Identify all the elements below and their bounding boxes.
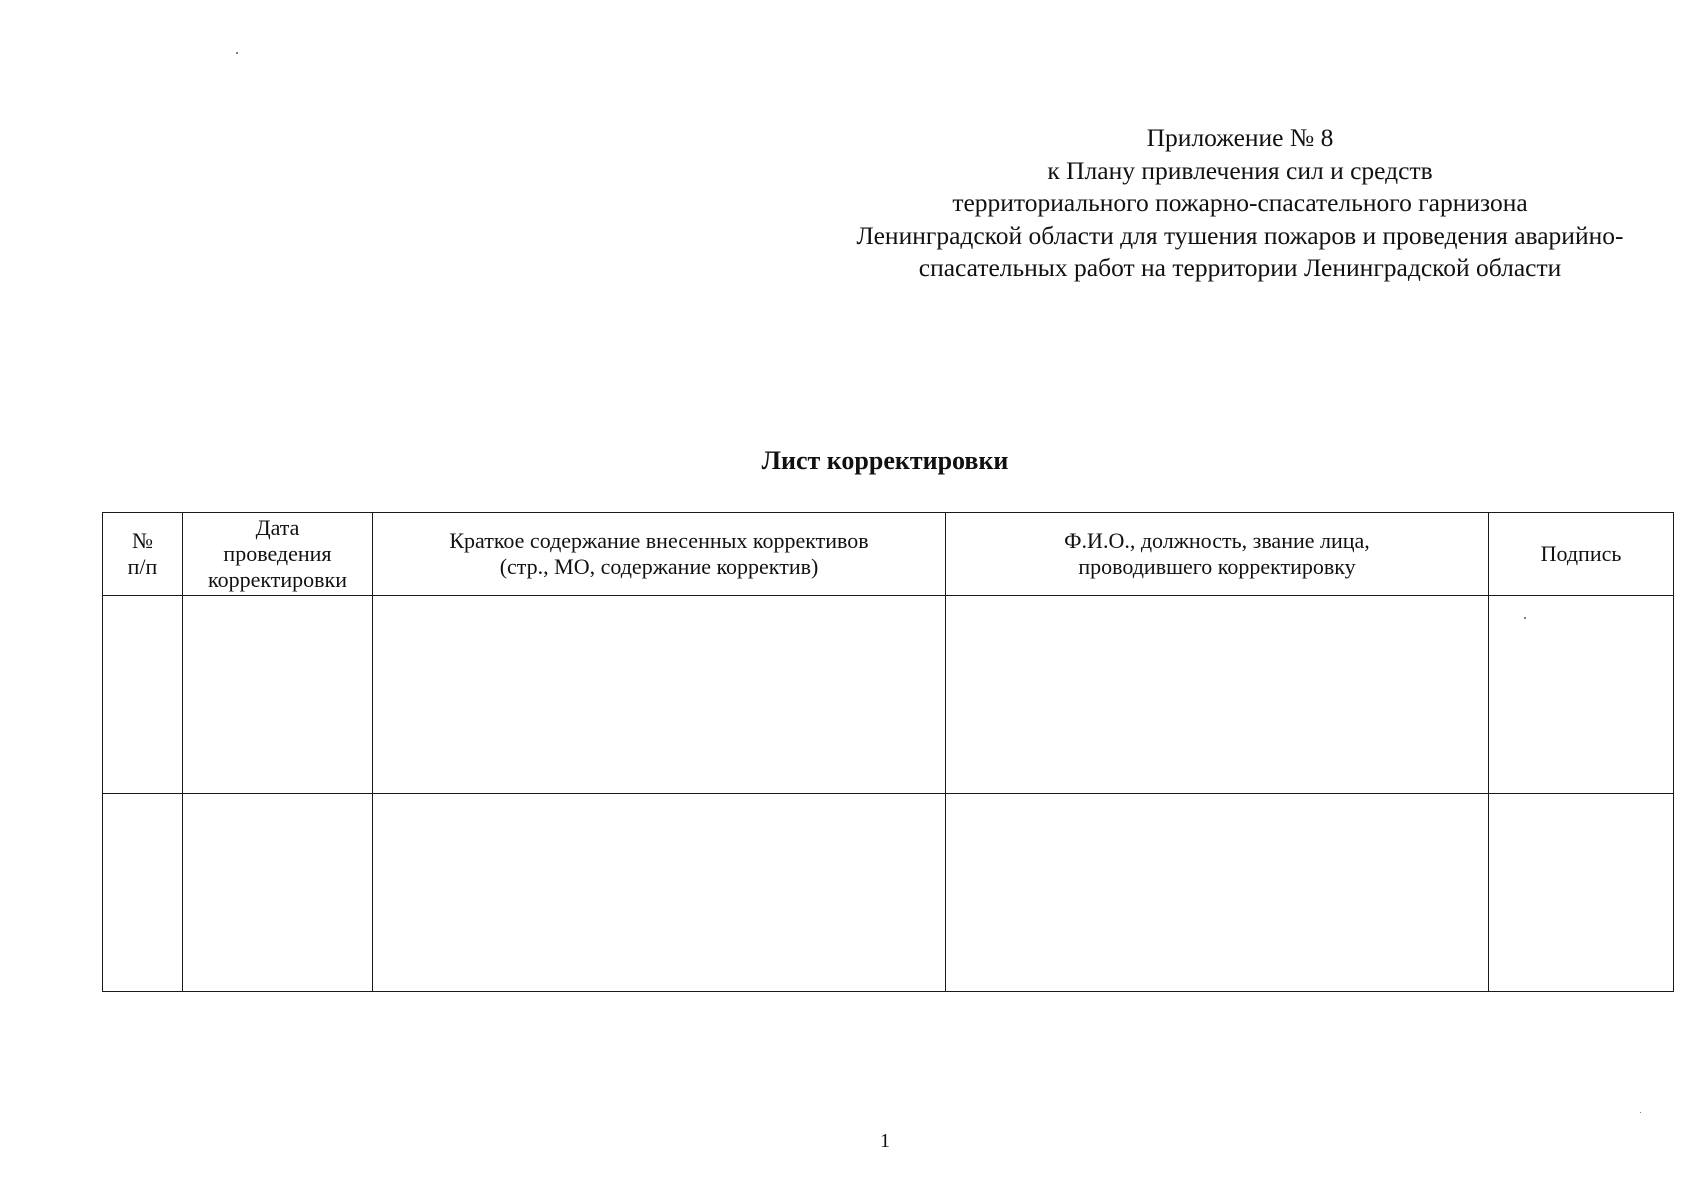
appendix-line: к Плану привлечения сил и средств bbox=[1047, 155, 1433, 185]
table-row bbox=[103, 596, 1674, 794]
header-text: п/п bbox=[127, 554, 158, 579]
header-text: № bbox=[132, 528, 153, 553]
column-header-signature bbox=[1489, 513, 1674, 596]
table-cell bbox=[183, 596, 373, 794]
correction-table bbox=[102, 512, 1674, 992]
table-cell bbox=[373, 794, 946, 992]
column-header-date bbox=[183, 513, 373, 596]
scan-speck bbox=[1524, 617, 1526, 619]
column-header-number bbox=[103, 513, 183, 596]
header-text: проведения bbox=[223, 541, 332, 566]
table-row bbox=[103, 794, 1674, 992]
header-text: проводившего корректировку bbox=[1078, 554, 1356, 579]
table-cell bbox=[373, 596, 946, 794]
appendix-line: Приложение № 8 bbox=[1146, 123, 1334, 152]
table-cell bbox=[1489, 596, 1674, 794]
header-text: Краткое содержание внесенных коррективов bbox=[449, 528, 869, 553]
table-cell bbox=[946, 596, 1489, 794]
appendix-line: спасательных работ на территории Ленинградской области bbox=[918, 253, 1562, 282]
appendix-line: территориального пожарно-спасательного гарнизона bbox=[952, 188, 1528, 217]
header-text: (стр., МО, содержание корректив) bbox=[499, 554, 819, 579]
table-cell bbox=[183, 794, 373, 992]
appendix-line: Ленинградской области для тушения пожаров и проведения аварийно- bbox=[856, 220, 1624, 250]
header-text: Подпись bbox=[1540, 541, 1622, 566]
table-cell bbox=[103, 794, 183, 992]
page-title: Лист корректировки bbox=[761, 446, 1009, 475]
appendix-header bbox=[800, 122, 1680, 285]
table-cell bbox=[946, 794, 1489, 992]
header-text: корректировки bbox=[208, 567, 347, 592]
column-header-summary bbox=[373, 513, 946, 596]
table-cell bbox=[103, 596, 183, 794]
table-cell bbox=[1489, 794, 1674, 992]
scan-speck bbox=[1640, 1112, 1641, 1113]
table-header-row bbox=[103, 513, 1674, 596]
column-header-person bbox=[946, 513, 1489, 596]
page-number: 1 bbox=[880, 1130, 890, 1152]
header-text: Ф.И.О., должность, звание лица, bbox=[1064, 528, 1370, 553]
scan-speck bbox=[236, 52, 238, 54]
header-text: Дата bbox=[255, 515, 300, 540]
